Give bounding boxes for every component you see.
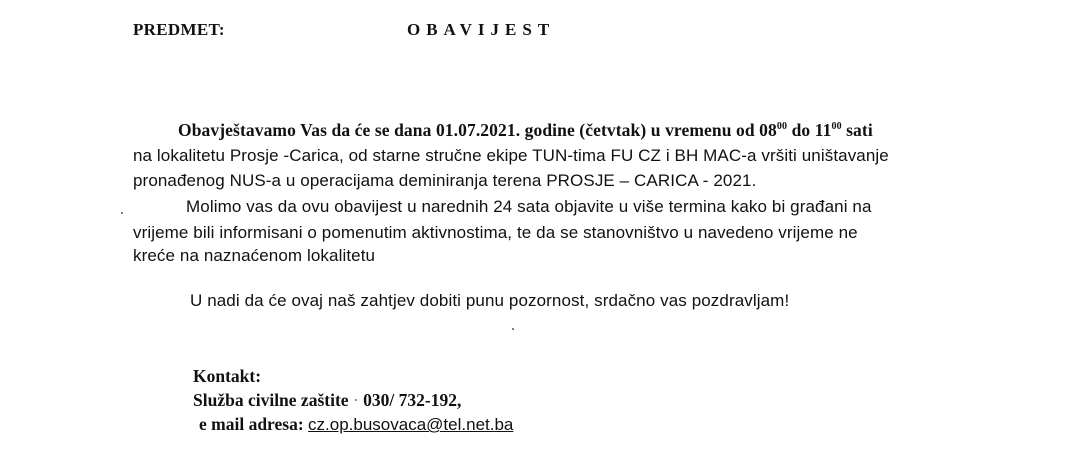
service-separator: · — [352, 390, 364, 410]
notice-end: sati — [841, 120, 873, 140]
notice-mid: do 11 — [787, 120, 832, 140]
scan-speck — [512, 328, 514, 330]
subject-label: PREDMET: — [133, 20, 225, 39]
notice-line-1 — [178, 120, 873, 141]
request-line-1: Molimo vas da ovu obavijest u narednih 24 sata objavite u više termina kako bi građani na — [186, 197, 872, 216]
notice-line-3: pronađenog NUS-a u operacijama deminiranja terena PROSJE – CARICA - 2021. — [133, 171, 757, 190]
request-line-2: vrijeme bili informisani o pomenutim aktivnostima, te da se stanovništvo u navedeno vrijeme ne — [133, 223, 858, 242]
notice-line-2: na lokalitetu Prosje -Carica, od starne stručne ekipe TUN-tima FU CZ i BH MAC-a vršiti uništavanje — [133, 146, 889, 165]
email-link[interactable]: cz.op.busovaca@tel.net.ba — [308, 415, 514, 434]
subject-title: OBAVIJEST — [407, 20, 556, 39]
scan-speck — [121, 212, 123, 214]
contact-heading: Kontakt: — [193, 366, 262, 386]
notice-intro: Obavještavamo Vas da će se dana 01.07.2021. godine (četvtak) u vremenu od 08 — [178, 120, 777, 140]
time-start-superscript: 00 — [776, 121, 788, 132]
closing-text: U nadi da će ovaj naš zahtjev dobiti punu pozornost, srdačno vas pozdravljam! — [190, 291, 790, 310]
service-label: Služba civilne zaštite — [193, 390, 349, 410]
email-label: e mail adresa: — [199, 414, 304, 434]
time-end-superscript: 00 — [831, 121, 842, 132]
phone-number: 030/ 732-192, — [363, 390, 462, 410]
contact-email — [199, 414, 513, 435]
request-line-3: kreće na naznaćenom lokalitetu — [133, 246, 376, 265]
contact-service — [193, 390, 461, 411]
